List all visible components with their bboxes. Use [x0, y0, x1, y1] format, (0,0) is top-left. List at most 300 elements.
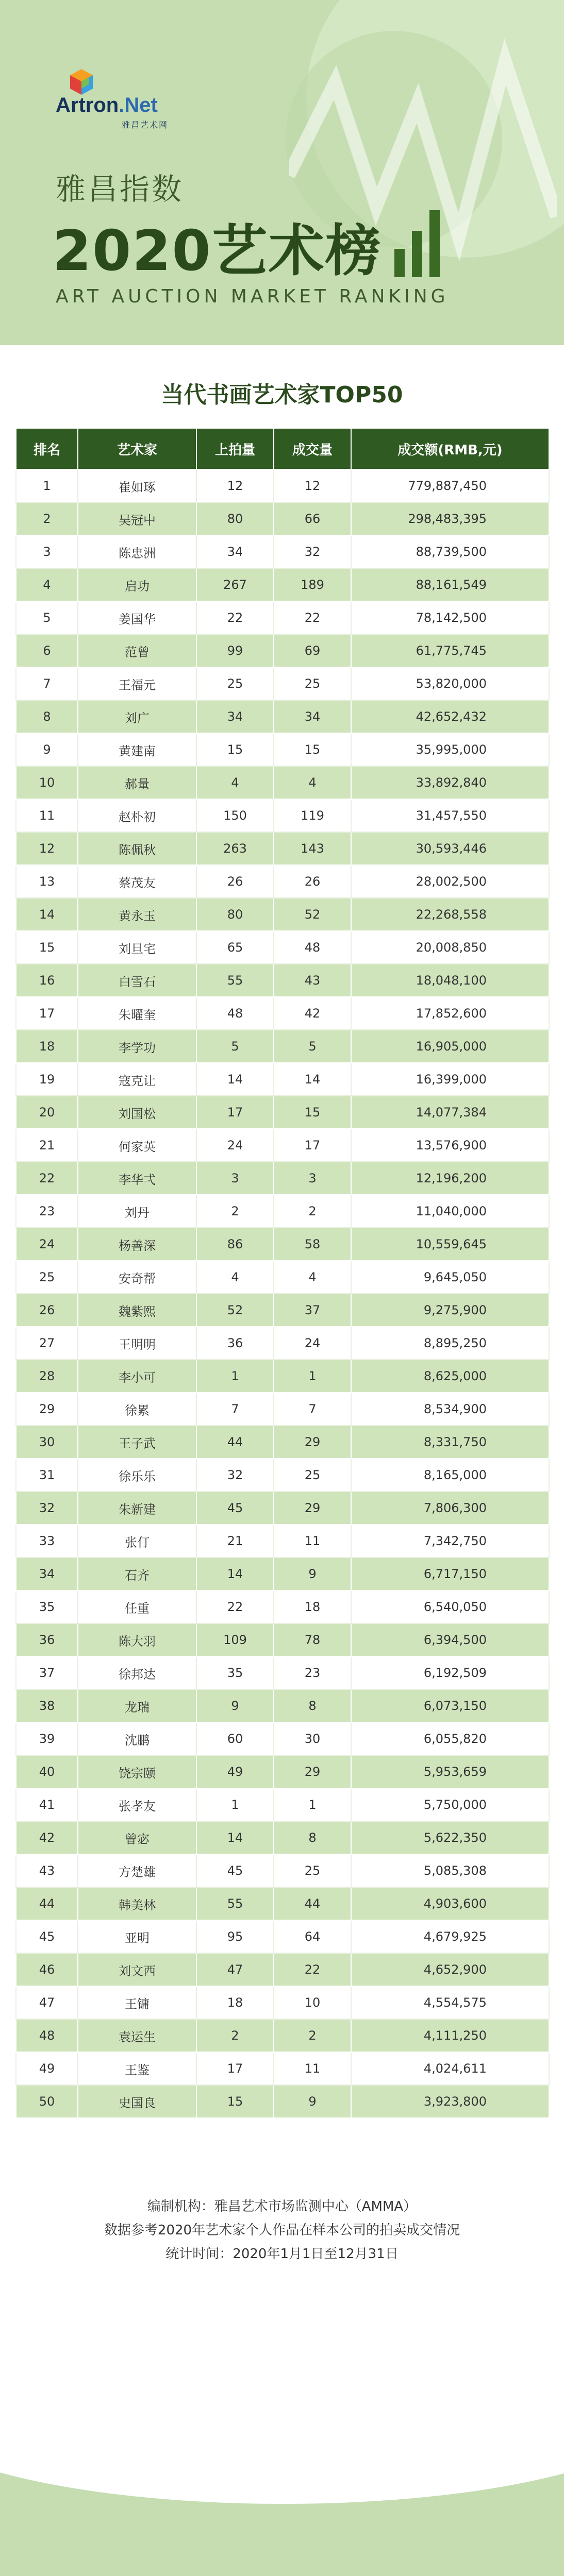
cell-turnover: 17,852,600 — [351, 997, 549, 1030]
cell-lots-offered: 47 — [196, 1953, 274, 1986]
cell-rank: 21 — [16, 1129, 78, 1162]
cell-rank: 7 — [16, 667, 78, 700]
cell-artist: 寇克让 — [78, 1063, 196, 1096]
cell-turnover: 6,055,820 — [351, 1722, 549, 1755]
cell-turnover: 31,457,550 — [351, 799, 549, 832]
cell-rank: 18 — [16, 1030, 78, 1063]
cell-turnover: 30,593,446 — [351, 832, 549, 865]
cell-artist: 崔如琢 — [78, 469, 196, 502]
cell-lots-offered: 45 — [196, 1854, 274, 1887]
table-row — [16, 2052, 549, 2085]
table-row — [16, 832, 549, 865]
cell-artist: 黄建南 — [78, 733, 196, 766]
cell-lots-sold: 14 — [274, 1063, 351, 1096]
cell-turnover: 4,652,900 — [351, 1953, 549, 1986]
cell-turnover: 13,576,900 — [351, 1129, 549, 1162]
cell-rank: 10 — [16, 766, 78, 799]
cell-turnover: 6,394,500 — [351, 1623, 549, 1656]
cell-turnover: 5,085,308 — [351, 1854, 549, 1887]
cell-turnover: 5,750,000 — [351, 1788, 549, 1821]
cell-turnover: 4,554,575 — [351, 1986, 549, 2019]
cell-rank: 1 — [16, 469, 78, 502]
cell-lots-sold: 32 — [274, 535, 351, 568]
ranking-content — [0, 345, 564, 2432]
cell-lots-offered: 80 — [196, 502, 274, 535]
cell-rank: 42 — [16, 1821, 78, 1854]
cell-lots-offered: 65 — [196, 931, 274, 964]
cell-artist: 朱曜奎 — [78, 997, 196, 1030]
table-row — [16, 1953, 549, 1986]
cell-artist: 白雪石 — [78, 964, 196, 997]
cell-turnover: 14,077,384 — [351, 1096, 549, 1129]
cell-lots-offered: 12 — [196, 469, 274, 502]
cell-lots-offered: 95 — [196, 1920, 274, 1953]
cell-rank: 25 — [16, 1261, 78, 1294]
cell-lots-offered: 18 — [196, 1986, 274, 2019]
cell-artist: 陈大羽 — [78, 1623, 196, 1656]
cell-lots-offered: 55 — [196, 964, 274, 997]
table-row — [16, 1986, 549, 2019]
cell-rank: 38 — [16, 1689, 78, 1722]
cell-artist: 韩美林 — [78, 1887, 196, 1920]
cell-artist: 朱新建 — [78, 1492, 196, 1524]
cell-artist: 安奇帮 — [78, 1261, 196, 1294]
cell-artist: 王子武 — [78, 1426, 196, 1459]
cell-lots-sold: 17 — [274, 1129, 351, 1162]
cell-turnover: 8,165,000 — [351, 1459, 549, 1492]
table-row — [16, 1393, 549, 1426]
cell-lots-offered: 52 — [196, 1294, 274, 1327]
cell-turnover: 5,953,659 — [351, 1755, 549, 1788]
cell-rank: 43 — [16, 1854, 78, 1887]
cell-lots-offered: 267 — [196, 568, 274, 601]
cell-rank: 6 — [16, 634, 78, 667]
cell-lots-offered: 24 — [196, 1129, 274, 1162]
cell-lots-offered: 4 — [196, 1261, 274, 1294]
cell-lots-sold: 26 — [274, 865, 351, 898]
logo-cube-icon — [66, 67, 97, 98]
cell-turnover: 16,905,000 — [351, 1030, 549, 1063]
cell-lots-offered: 109 — [196, 1623, 274, 1656]
table-row — [16, 535, 549, 568]
cell-turnover: 12,196,200 — [351, 1162, 549, 1195]
cell-rank: 11 — [16, 799, 78, 832]
cell-rank: 30 — [16, 1426, 78, 1459]
table-row — [16, 1590, 549, 1623]
cell-lots-sold: 11 — [274, 2052, 351, 2085]
table-title: 当代书画艺术家TOP50 — [161, 382, 403, 408]
cell-lots-offered: 86 — [196, 1228, 274, 1261]
cell-artist: 魏紫熙 — [78, 1294, 196, 1327]
cell-artist: 何家英 — [78, 1129, 196, 1162]
cell-turnover: 42,652,432 — [351, 700, 549, 733]
cell-lots-offered: 2 — [196, 2019, 274, 2052]
table-row — [16, 634, 549, 667]
table-header-row — [16, 428, 549, 469]
cell-rank: 20 — [16, 1096, 78, 1129]
cell-lots-sold: 69 — [274, 634, 351, 667]
footer-notes — [0, 2195, 564, 2266]
cell-lots-sold: 2 — [274, 1195, 351, 1228]
cell-lots-offered: 3 — [196, 1162, 274, 1195]
cell-artist: 徐累 — [78, 1393, 196, 1426]
cell-lots-offered: 49 — [196, 1755, 274, 1788]
cell-lots-sold: 4 — [274, 1261, 351, 1294]
cell-lots-sold: 189 — [274, 568, 351, 601]
cell-lots-offered: 1 — [196, 1360, 274, 1393]
cell-turnover: 28,002,500 — [351, 865, 549, 898]
cell-lots-sold: 11 — [274, 1524, 351, 1557]
cell-artist: 沈鹏 — [78, 1722, 196, 1755]
cell-lots-offered: 36 — [196, 1327, 274, 1360]
table-row — [16, 1920, 549, 1953]
cell-turnover: 18,048,100 — [351, 964, 549, 997]
cell-lots-offered: 55 — [196, 1887, 274, 1920]
header-main-title: 2020艺术榜 — [53, 219, 382, 283]
cell-lots-offered: 44 — [196, 1426, 274, 1459]
cell-turnover: 5,622,350 — [351, 1821, 549, 1854]
cell-artist: 李学功 — [78, 1030, 196, 1063]
cell-lots-sold: 8 — [274, 1689, 351, 1722]
logo-subtitle: 雅昌艺术网 — [122, 120, 169, 130]
table-row — [16, 1195, 549, 1228]
cell-artist: 曾宓 — [78, 1821, 196, 1854]
cell-rank: 39 — [16, 1722, 78, 1755]
header-banner — [0, 0, 564, 345]
table-row — [16, 964, 549, 997]
cell-lots-sold: 34 — [274, 700, 351, 733]
table-row — [16, 1821, 549, 1854]
bottom-banner — [0, 2432, 564, 2576]
note-data-source: 数据参考2020年艺术家个人作品在样本公司的拍卖成交情况 — [104, 2223, 460, 2238]
header-subtitle: 雅昌指数 — [56, 172, 184, 207]
table-row — [16, 1557, 549, 1590]
cell-lots-sold: 119 — [274, 799, 351, 832]
cell-turnover: 20,008,850 — [351, 931, 549, 964]
cell-rank: 19 — [16, 1063, 78, 1096]
cell-lots-sold: 66 — [274, 502, 351, 535]
cell-turnover: 6,717,150 — [351, 1557, 549, 1590]
cell-lots-sold: 143 — [274, 832, 351, 865]
cell-rank: 33 — [16, 1524, 78, 1557]
cell-rank: 45 — [16, 1920, 78, 1953]
cell-turnover: 11,040,000 — [351, 1195, 549, 1228]
cell-lots-sold: 1 — [274, 1788, 351, 1821]
table-row — [16, 1755, 549, 1788]
cell-artist: 袁运生 — [78, 2019, 196, 2052]
cell-artist: 张仃 — [78, 1524, 196, 1557]
cell-turnover: 7,806,300 — [351, 1492, 549, 1524]
table-row — [16, 568, 549, 601]
cell-rank: 49 — [16, 2052, 78, 2085]
table-row — [16, 1096, 549, 1129]
cell-lots-offered: 17 — [196, 2052, 274, 2085]
table-row — [16, 2019, 549, 2052]
cell-lots-sold: 52 — [274, 898, 351, 931]
column-header-turnover: 成交额(RMB,元) — [351, 428, 549, 469]
cell-lots-sold: 7 — [274, 1393, 351, 1426]
cell-turnover: 6,192,509 — [351, 1656, 549, 1689]
cell-lots-offered: 45 — [196, 1492, 274, 1524]
table-row — [16, 1623, 549, 1656]
cell-rank: 3 — [16, 535, 78, 568]
cell-lots-offered: 15 — [196, 2085, 274, 2118]
cell-lots-offered: 22 — [196, 1590, 274, 1623]
table-row — [16, 1459, 549, 1492]
table-row — [16, 1887, 549, 1920]
cell-rank: 4 — [16, 568, 78, 601]
cell-rank: 14 — [16, 898, 78, 931]
cell-artist: 徐乐乐 — [78, 1459, 196, 1492]
cell-rank: 36 — [16, 1623, 78, 1656]
cell-lots-sold: 12 — [274, 469, 351, 502]
cell-lots-sold: 18 — [274, 1590, 351, 1623]
cell-lots-offered: 150 — [196, 799, 274, 832]
table-row — [16, 2085, 549, 2118]
cell-lots-sold: 25 — [274, 667, 351, 700]
cell-lots-sold: 15 — [274, 733, 351, 766]
cell-artist: 吴冠中 — [78, 502, 196, 535]
cell-artist: 饶宗颐 — [78, 1755, 196, 1788]
cell-lots-sold: 48 — [274, 931, 351, 964]
cell-turnover: 6,540,050 — [351, 1590, 549, 1623]
cell-turnover: 4,111,250 — [351, 2019, 549, 2052]
cell-turnover: 88,739,500 — [351, 535, 549, 568]
table-row — [16, 1063, 549, 1096]
cell-rank: 8 — [16, 700, 78, 733]
cell-lots-offered: 60 — [196, 1722, 274, 1755]
column-header-rank: 排名 — [16, 428, 78, 469]
cell-artist: 启功 — [78, 568, 196, 601]
table-row — [16, 469, 549, 502]
cell-rank: 28 — [16, 1360, 78, 1393]
cell-lots-offered: 263 — [196, 832, 274, 865]
cell-rank: 29 — [16, 1393, 78, 1426]
cell-lots-sold: 9 — [274, 2085, 351, 2118]
cell-lots-sold: 43 — [274, 964, 351, 997]
cell-turnover: 4,024,611 — [351, 2052, 549, 2085]
table-row — [16, 1426, 549, 1459]
table-body — [16, 469, 549, 2118]
cell-artist: 方楚雄 — [78, 1854, 196, 1887]
cell-lots-sold: 1 — [274, 1360, 351, 1393]
ranking-table — [15, 428, 550, 2119]
column-header-lots-offered: 上拍量 — [196, 428, 274, 469]
cell-rank: 24 — [16, 1228, 78, 1261]
cell-artist: 陈佩秋 — [78, 832, 196, 865]
table-row — [16, 601, 549, 634]
cell-artist: 郝量 — [78, 766, 196, 799]
table-row — [16, 733, 549, 766]
cell-lots-offered: 32 — [196, 1459, 274, 1492]
cell-turnover: 78,142,500 — [351, 601, 549, 634]
cell-lots-sold: 29 — [274, 1755, 351, 1788]
table-row — [16, 997, 549, 1030]
cell-lots-sold: 44 — [274, 1887, 351, 1920]
cell-lots-sold: 25 — [274, 1459, 351, 1492]
cell-turnover: 8,625,000 — [351, 1360, 549, 1393]
logo-text: Artron.Net — [56, 94, 158, 116]
table-row — [16, 502, 549, 535]
cell-lots-sold: 15 — [274, 1096, 351, 1129]
cell-artist: 李华弌 — [78, 1162, 196, 1195]
table-row — [16, 700, 549, 733]
cell-lots-sold: 10 — [274, 1986, 351, 2019]
cell-lots-sold: 58 — [274, 1228, 351, 1261]
cell-rank: 32 — [16, 1492, 78, 1524]
cell-turnover: 4,679,925 — [351, 1920, 549, 1953]
cell-rank: 2 — [16, 502, 78, 535]
cell-artist: 张孝友 — [78, 1788, 196, 1821]
cell-lots-offered: 14 — [196, 1063, 274, 1096]
cell-rank: 23 — [16, 1195, 78, 1228]
cell-rank: 44 — [16, 1887, 78, 1920]
cell-lots-sold: 29 — [274, 1492, 351, 1524]
cell-lots-sold: 2 — [274, 2019, 351, 2052]
cell-turnover: 61,775,745 — [351, 634, 549, 667]
cell-artist: 刘广 — [78, 700, 196, 733]
cell-artist: 赵朴初 — [78, 799, 196, 832]
cell-artist: 黄永玉 — [78, 898, 196, 931]
cell-rank: 26 — [16, 1294, 78, 1327]
cell-lots-offered: 34 — [196, 535, 274, 568]
cell-lots-sold: 5 — [274, 1030, 351, 1063]
cell-lots-offered: 25 — [196, 667, 274, 700]
cell-lots-sold: 42 — [274, 997, 351, 1030]
cell-rank: 41 — [16, 1788, 78, 1821]
cell-lots-offered: 48 — [196, 997, 274, 1030]
cell-turnover: 4,903,600 — [351, 1887, 549, 1920]
cell-artist: 王明明 — [78, 1327, 196, 1360]
cell-artist: 姜国华 — [78, 601, 196, 634]
cell-lots-offered: 15 — [196, 733, 274, 766]
table-row — [16, 1854, 549, 1887]
table-row — [16, 898, 549, 931]
cell-artist: 徐邦达 — [78, 1656, 196, 1689]
table-row — [16, 1327, 549, 1360]
cell-turnover: 3,923,800 — [351, 2085, 549, 2118]
cell-lots-sold: 3 — [274, 1162, 351, 1195]
cell-rank: 35 — [16, 1590, 78, 1623]
cell-turnover: 9,275,900 — [351, 1294, 549, 1327]
cell-artist: 王福元 — [78, 667, 196, 700]
cell-rank: 9 — [16, 733, 78, 766]
cell-lots-sold: 8 — [274, 1821, 351, 1854]
cell-lots-offered: 17 — [196, 1096, 274, 1129]
table-row — [16, 1129, 549, 1162]
cell-artist: 王鉴 — [78, 2052, 196, 2085]
table-row — [16, 799, 549, 832]
cell-lots-offered: 5 — [196, 1030, 274, 1063]
table-row — [16, 766, 549, 799]
cell-lots-offered: 14 — [196, 1557, 274, 1590]
cell-turnover: 53,820,000 — [351, 667, 549, 700]
cell-lots-sold: 23 — [274, 1656, 351, 1689]
cell-lots-offered: 4 — [196, 766, 274, 799]
cell-lots-offered: 21 — [196, 1524, 274, 1557]
cell-lots-offered: 7 — [196, 1393, 274, 1426]
cell-artist: 陈忠洲 — [78, 535, 196, 568]
column-header-lots-sold: 成交量 — [274, 428, 351, 469]
cell-rank: 40 — [16, 1755, 78, 1788]
cell-turnover: 88,161,549 — [351, 568, 549, 601]
note-period: 统计时间：2020年1月1日至12月31日 — [165, 2246, 399, 2262]
cell-turnover: 7,342,750 — [351, 1524, 549, 1557]
cell-artist: 任重 — [78, 1590, 196, 1623]
bg-curve — [0, 2432, 564, 2504]
cell-lots-offered: 1 — [196, 1788, 274, 1821]
cell-turnover: 8,331,750 — [351, 1426, 549, 1459]
cell-rank: 16 — [16, 964, 78, 997]
cell-turnover: 8,895,250 — [351, 1327, 549, 1360]
cell-turnover: 779,887,450 — [351, 469, 549, 502]
cell-turnover: 16,399,000 — [351, 1063, 549, 1096]
cell-artist: 王镛 — [78, 1986, 196, 2019]
cell-rank: 12 — [16, 832, 78, 865]
table-row — [16, 1689, 549, 1722]
cell-turnover: 22,268,558 — [351, 898, 549, 931]
cell-rank: 31 — [16, 1459, 78, 1492]
cell-rank: 5 — [16, 601, 78, 634]
cell-artist: 史国良 — [78, 2085, 196, 2118]
cell-rank: 47 — [16, 1986, 78, 2019]
cell-artist: 刘旦宅 — [78, 931, 196, 964]
cell-lots-offered: 34 — [196, 700, 274, 733]
cell-rank: 15 — [16, 931, 78, 964]
cell-rank: 34 — [16, 1557, 78, 1590]
bar-chart-icon — [394, 210, 446, 277]
note-organization: 编制机构：雅昌艺术市场监测中心（AMMA） — [147, 2199, 417, 2214]
cell-lots-sold: 78 — [274, 1623, 351, 1656]
cell-lots-offered: 2 — [196, 1195, 274, 1228]
cell-artist: 龙瑞 — [78, 1689, 196, 1722]
cell-lots-offered: 80 — [196, 898, 274, 931]
table-row — [16, 1294, 549, 1327]
table-row — [16, 1261, 549, 1294]
cell-lots-sold: 9 — [274, 1557, 351, 1590]
cell-lots-sold: 64 — [274, 1920, 351, 1953]
cell-lots-sold: 25 — [274, 1854, 351, 1887]
table-row — [16, 1524, 549, 1557]
cell-lots-offered: 99 — [196, 634, 274, 667]
table-row — [16, 667, 549, 700]
cell-artist: 蔡茂友 — [78, 865, 196, 898]
artron-logo[interactable] — [56, 67, 169, 129]
table-row — [16, 931, 549, 964]
cell-lots-offered: 22 — [196, 601, 274, 634]
cell-turnover: 6,073,150 — [351, 1689, 549, 1722]
table-row — [16, 1162, 549, 1195]
cell-artist: 刘丹 — [78, 1195, 196, 1228]
table-row — [16, 1788, 549, 1821]
cell-rank: 48 — [16, 2019, 78, 2052]
cell-lots-sold: 30 — [274, 1722, 351, 1755]
cell-lots-sold: 29 — [274, 1426, 351, 1459]
cell-rank: 13 — [16, 865, 78, 898]
cell-lots-offered: 35 — [196, 1656, 274, 1689]
cell-artist: 刘国松 — [78, 1096, 196, 1129]
header-english-title: ART AUCTION MARKET RANKING — [56, 286, 449, 307]
table-row — [16, 865, 549, 898]
cell-turnover: 8,534,900 — [351, 1393, 549, 1426]
cell-lots-offered: 26 — [196, 865, 274, 898]
cell-turnover: 9,645,050 — [351, 1261, 549, 1294]
cell-lots-offered: 14 — [196, 1821, 274, 1854]
table-row — [16, 1360, 549, 1393]
cell-turnover: 298,483,395 — [351, 502, 549, 535]
cell-artist: 刘文西 — [78, 1953, 196, 1986]
cell-turnover: 35,995,000 — [351, 733, 549, 766]
